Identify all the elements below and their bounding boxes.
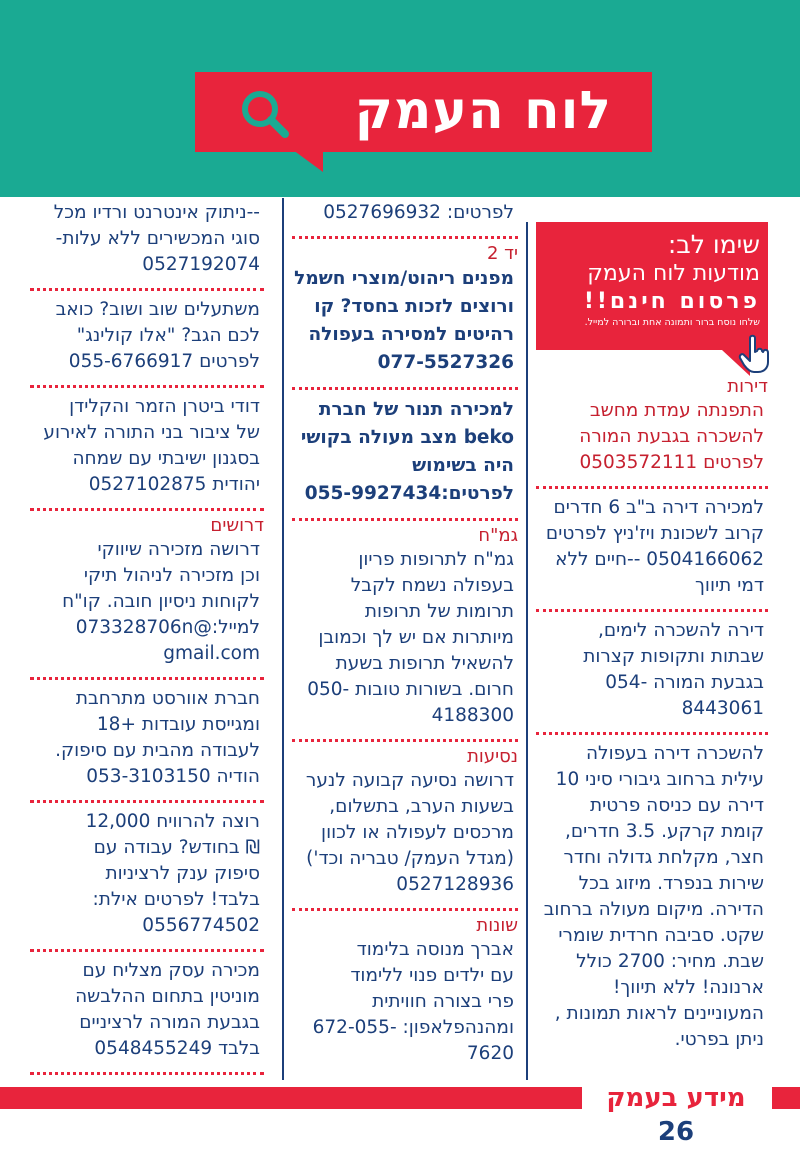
section-header-misc: שונות [476, 915, 518, 936]
notice-line: מודעות לוח העמק [587, 261, 760, 286]
page-number: 26 [657, 1117, 695, 1147]
classified-ad: חברת אוורסט מתרחבת ומגייסת עובדות +18 לעבודה מהבית עם סיפוק. הודיה 053-3103150 [55, 688, 260, 787]
section-header-gemach: גמ"ח [478, 525, 518, 546]
title-banner-tail [293, 150, 323, 172]
section-header-apartments: דירות [727, 376, 768, 397]
dotted-divider [30, 677, 264, 680]
footer-label [586, 1081, 766, 1147]
classified-ad: לפרטים: 0527696932 [323, 202, 514, 223]
notice-headline: פרסום חינם!! [583, 289, 760, 314]
dotted-divider [292, 739, 518, 742]
middle-column [292, 198, 518, 1073]
classified-ad: דירה להשכרה לימים, שבתות ותקופות קצרות בגבעת המורה -054 8443061 [583, 620, 764, 719]
dotted-divider [30, 288, 264, 291]
pointer-hand-icon [738, 334, 772, 374]
dotted-divider [30, 1072, 264, 1075]
column-separator [282, 198, 284, 1080]
dotted-divider [536, 732, 768, 735]
page-title: לוח העמק [354, 81, 612, 141]
classified-ad: משתעלים שוב ושוב? כואב לכם הגב? "אלו קולינג" לפרטים 055-6766917 [55, 299, 260, 372]
classified-ad: התפנתה עמדת מחשב להשכרה בגבעת המורה לפרטים 0503572111 [579, 400, 764, 473]
page-header [0, 0, 800, 197]
classified-ad: מכירה עסק מצליח עם מוניטין בתחום ההלבשה בגבעת המורה לרציניים בלבד 0548455249 [75, 960, 260, 1059]
section-header-wanted: דרושים [210, 515, 264, 536]
dotted-divider [292, 236, 518, 239]
classified-ad: מפנים ריהוט/מוצרי חשמל ורוצים לזכות בחסד? קו רהיטים למסירה בעפולה 077-5527326 [294, 268, 514, 373]
dotted-divider [292, 387, 518, 390]
dotted-divider [30, 508, 264, 511]
notice-line: שימו לב: [667, 230, 760, 259]
classified-ad: --ניתוק אינטרנט ורדיו מכל סוגי המכשירים ללא עלות- 0527192074 [53, 202, 260, 275]
search-icon [237, 86, 291, 140]
dotted-divider [292, 518, 518, 521]
dotted-divider [536, 486, 768, 489]
classified-ad: דרושה נסיעה קבועה לנער בשעות הערב, בתשלום, מרכסים לעפולה או לכוון (מגדל העמק/ טבריה וכד') 0527128936 [305, 770, 514, 895]
classified-ad: דודי ביטרן הזמר והקלידן של ציבור בני התורה לאירוע בסגנון ישיבתי עם שמחה יהודית 0527102875 [43, 396, 260, 495]
dotted-divider [292, 908, 518, 911]
dotted-divider [30, 800, 264, 803]
section-header-second-hand: יד 2 [486, 243, 518, 264]
classified-ad: למכירה דירה ב"ב 6 חדרים קרוב לשכונת ויז'ניץ לפרטים 0504166062 --חיים ללא דמי תיווך [545, 497, 764, 596]
classified-ad: להשכרה דירה בעפולה עילית ברחוב גיבורי סיני 10 דירה עם כניסה פרטית קומת קרקע. 3.5 חדרים, חצר, מקלחת גדולה וחדר שירות בנפרד. מיזוג בכל הדירה. מיקום מעולה ברחוב שקט. סביבה חרדית שומרי שבת. מחיר: 2700 כולל ארנונה! ללא תיווך! המעוניינים לראות תמונות , ניתן בפרטי. [543, 743, 764, 1050]
dotted-divider [30, 385, 264, 388]
classified-ad: דרושה מזכירה שיווקי וכן מזכירה לניהול תיקי לקוחות ניסיון חובה. קו"ח למייל:@073328706n gmail.com [62, 539, 260, 664]
column-separator [526, 222, 528, 1080]
left-column [30, 198, 264, 1077]
dotted-divider [30, 949, 264, 952]
dotted-divider [536, 609, 768, 612]
right-column [536, 222, 768, 1059]
notice-box [536, 222, 768, 350]
title-banner [195, 72, 652, 152]
footer-brand: מידע בעמק [606, 1083, 746, 1113]
classified-ad: אברך מנוסה בלימוד עם ילדים פנוי ללימוד פרי בצורה חוויתית ומהנהפלאפון: -672-055 7620 [312, 939, 514, 1064]
classified-ad: רוצה להרוויח 12,000 ₪ בחודש? עבודה עם סיפוק ענק לרציניות בלבד! לפרטים אילת: 0556774502 [85, 811, 260, 936]
classified-ad: גמ"ח לתרופות פריון בעפולה נשמח לקבל תרומות של תרופות מיותרות אם יש לך וכמובן להשאיל תרופות בשעת חרום. בשורות טובות -050 4188300 [307, 549, 514, 726]
notice-instructions: שלחו נוסח ברור ותמונה אחת וברורה למייל. [584, 317, 760, 328]
classified-ad: למכירה תנור של חברת beko מצב מעולה בקושי היה בשימוש לפרטים:055-9927434 [300, 399, 514, 504]
section-header-rides: נסיעות [467, 746, 518, 767]
